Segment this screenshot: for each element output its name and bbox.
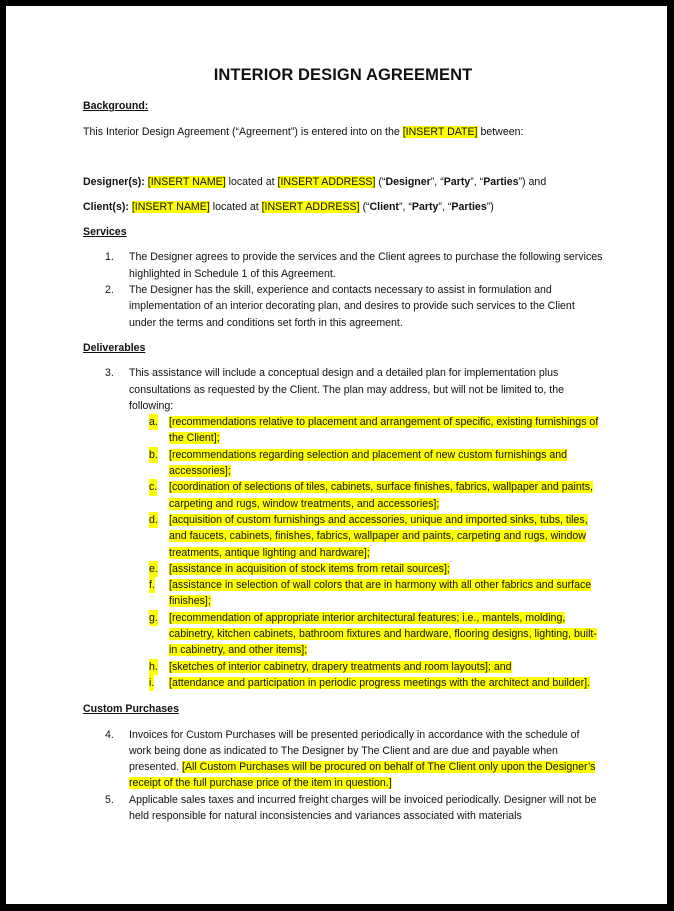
sublist-item — [129, 675, 603, 691]
item-highlight-text: [All Custom Purchases will be procured on behalf of The Client only upon the Designer’s receipt of the full purchase price of the item in question.] — [129, 761, 596, 790]
item-letter: d. — [149, 512, 158, 528]
item-text: This assistance will include a conceptual design and a detailed plan for implementation plus consultations as requested by the Client. The plan may address, but will not be limited to, the following: — [129, 367, 564, 412]
services-list — [83, 249, 603, 330]
designer-party-line — [83, 174, 603, 190]
designer-located: located at — [225, 175, 278, 188]
background-heading: Background: — [83, 100, 149, 112]
insert-date-placeholder: [INSERT DATE] — [402, 126, 478, 139]
designer-tail: ”) and — [518, 175, 547, 188]
item-letter: e. — [149, 561, 158, 577]
services-heading: Services — [83, 226, 127, 239]
item-text: The Designer agrees to provide the services and the Client agrees to purchase the following services highlighted in Schedule 1 of this Agreement. — [129, 251, 603, 280]
item-text: Applicable sales taxes and incurred freight charges will be invoiced periodically. Designer will not be held responsible for natural inconsistencies and variances associated with materials — [129, 793, 597, 822]
item-number: 2. — [105, 284, 114, 297]
list-item — [83, 727, 603, 792]
sublist-item — [129, 447, 603, 480]
item-letter: g. — [149, 610, 158, 626]
sublist-item — [129, 479, 603, 512]
designer-colon: : — [141, 175, 148, 188]
item-text: [coordination of selections of tiles, cabinets, surface finishes, fabrics, wallpaper and paints, carpeting and rugs, window treatments, and accessories]; — [169, 481, 593, 510]
client-sep-1: ”, “ — [398, 200, 412, 213]
deliverables-heading: Deliverables — [83, 341, 146, 354]
client-address-placeholder: [INSERT ADDRESS] — [261, 200, 360, 213]
background-intro — [83, 124, 603, 140]
intro-text-post: between: — [477, 126, 524, 139]
list-item — [83, 365, 603, 691]
item-letter: i. — [149, 675, 154, 691]
sublist-item — [129, 610, 603, 659]
document-body — [83, 64, 603, 824]
sublist-item — [129, 414, 603, 447]
item-text: [acquisition of custom furnishings and accessories, unique and imported sinks, tubs, tiles, and faucets, cabinets, finishes, fabrics, wallpaper and paints, carpeting and rugs, window treatments, antique lighting and hardware]; — [169, 513, 588, 559]
designer-quote-open: (“ — [375, 175, 386, 188]
client-quote-open: (“ — [359, 200, 370, 213]
document-title: INTERIOR DESIGN AGREEMENT — [213, 66, 473, 84]
list-item — [83, 792, 603, 825]
client-sep-2: ”, “ — [438, 200, 452, 213]
client-name-placeholder: [INSERT NAME] — [131, 200, 210, 213]
item-number: 1. — [105, 251, 114, 264]
custom-purchases-heading: Custom Purchases — [83, 703, 179, 716]
intro-text-pre: This Interior Design Agreement (“Agreement”) is entered into on the — [83, 126, 403, 139]
item-letter: a. — [149, 414, 158, 430]
item-text: [assistance in selection of wall colors that are in harmony with all other fabrics and surface finishes]; — [169, 579, 592, 608]
designer-name-placeholder: [INSERT NAME] — [147, 175, 226, 188]
sublist-item — [129, 512, 603, 561]
item-letter: b. — [149, 447, 158, 463]
client-parties-term: Parties — [451, 200, 487, 213]
item-text: The Designer has the skill, experience and contacts necessary to assist in formulation and implementation of an interior decorating plan, and desires to provide such services to the Client under the terms and conditions set forth in this agreement. — [129, 284, 575, 329]
deliverables-list — [83, 365, 603, 691]
sublist-item — [129, 659, 603, 675]
item-letter: c. — [149, 479, 157, 495]
item-number: 4. — [105, 728, 114, 741]
list-item — [83, 282, 603, 331]
list-item — [83, 249, 603, 282]
designer-label: Designer(s) — [83, 175, 142, 188]
sublist-item — [129, 561, 603, 577]
designer-sep-2: ”, “ — [470, 175, 484, 188]
item-letter: f. — [149, 577, 155, 593]
sublist-item — [129, 577, 603, 610]
item-text: [recommendations regarding selection and placement of new custom furnishings and accessories]; — [169, 448, 568, 478]
custom-purchases-list — [83, 727, 603, 825]
client-role: Client — [369, 200, 399, 213]
designer-role: Designer — [385, 175, 431, 188]
client-party-term: Party — [411, 200, 439, 213]
designer-parties-term: Parties — [483, 175, 519, 188]
item-text: [recommendations relative to placement and arrangement of specific, existing furnishings of the Client]; — [169, 416, 599, 445]
item-text: Invoices for Custom Purchases will be presented periodically in accordance with the schedule of work being done as indicated to The Designer by The Client and are due and payable when presented. — [129, 728, 580, 774]
item-text: [attendance and participation in periodic progress meetings with the architect and builder]. — [169, 676, 591, 689]
item-text: [recommendation of appropriate interior architectural features; i.e., mantels, molding, cabinetry, kitchen cabinets, bathroom fixtures and hardware, flooring designs, lighting, built-in cabinetry, and other items]; — [169, 611, 597, 657]
client-label: Client(s) — [83, 200, 126, 213]
client-located: located at — [209, 200, 262, 213]
item-number: 5. — [105, 793, 114, 806]
deliverables-sublist — [129, 414, 603, 691]
item-text: [sketches of interior cabinetry, drapery treatments and room layouts]; and — [169, 660, 512, 673]
client-party-line — [83, 199, 603, 215]
item-letter: h. — [149, 659, 158, 675]
item-number: 3. — [105, 367, 114, 380]
item-text: [assistance in acquisition of stock items from retail sources]; — [169, 562, 450, 575]
client-tail: ”) — [486, 200, 494, 213]
client-colon: : — [125, 200, 132, 213]
designer-sep-1: ”, “ — [430, 175, 444, 188]
designer-address-placeholder: [INSERT ADDRESS] — [277, 175, 376, 188]
designer-party-term: Party — [443, 175, 471, 188]
